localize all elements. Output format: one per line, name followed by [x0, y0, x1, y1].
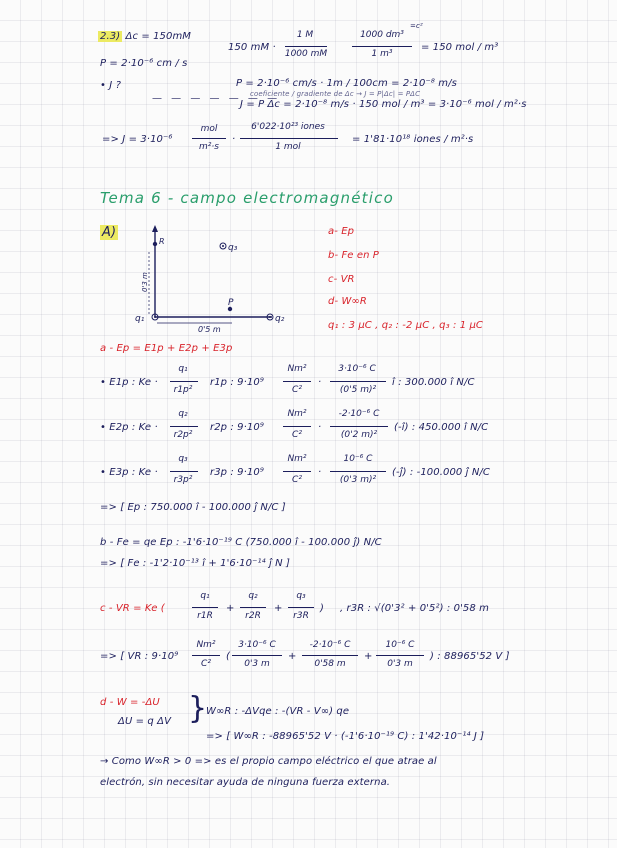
- e1-vec: r1p : 9·10⁹: [210, 377, 264, 388]
- e2-f1-den: r2p²: [173, 430, 193, 440]
- e1-f3-den: (0'5 m)²: [339, 385, 377, 395]
- charge-q2-center: [269, 316, 271, 318]
- part-c-f2-num: q₂: [248, 591, 258, 601]
- dist-vertical-label: 0'3 m: [141, 272, 149, 292]
- part-c-l2-f2-bar: [232, 655, 282, 656]
- part-b-line2: => [ Fe : -1'2·10⁻¹³ î + 1'6·10⁻¹⁴ ĵ N ]: [100, 558, 290, 569]
- e3-f3-den: (0'3 m)²: [339, 475, 377, 485]
- part-d-brace-line2: => [ W∞R : -88965'52 V · (-1'6·10⁻¹⁹ C) : 1'42·10⁻¹⁴ J ]: [206, 731, 485, 742]
- part-c-l2-f4-den: 0'3 m: [387, 659, 413, 669]
- part-c-f3-num: q₃: [296, 591, 306, 601]
- e2-f2-den: C²: [292, 430, 302, 440]
- part-c-lead: c - VR = Ke (: [100, 603, 165, 614]
- ex23-conv-start: 150 mM ·: [228, 42, 276, 53]
- ex23-p-line: P = 2·10⁻⁶ cm / s: [100, 58, 188, 69]
- e2-f1-bar: [170, 426, 198, 427]
- dist-horizontal-label: 0'5 m: [198, 325, 221, 334]
- e1-f1-num: q₁: [178, 364, 188, 374]
- ex23-conv-f1-den: 1000 mM: [284, 49, 328, 59]
- part-a-header-text: a - Ep = E1p + E2p + E3p: [100, 343, 233, 354]
- e1-result: î : 300.000 î N/C: [392, 377, 475, 388]
- charge-q3-center: [222, 245, 224, 247]
- e3-f3-num: 10⁻⁶ C: [343, 454, 373, 464]
- e1-f2-num: Nm²: [287, 364, 307, 374]
- ex23-j-f1-bar: [192, 138, 226, 139]
- ex23-p-conversion: P = 2·10⁻⁶ cm/s · 1m / 100cm = 2·10⁻⁸ m/s: [236, 78, 457, 89]
- question-c-text: VR: [340, 274, 355, 285]
- part-d-brace: }: [188, 691, 208, 726]
- ex23-j-f1-num: mol: [200, 124, 218, 134]
- part-c-l2-f1-den: C²: [201, 659, 211, 669]
- e2-vec: r2p : 9·10⁹: [210, 422, 264, 433]
- e1-f3-bar: [330, 381, 386, 382]
- part-c-f2-bar: [240, 607, 266, 608]
- e2-f3-bar: [330, 426, 388, 427]
- part-c-l2-f4-bar: [376, 655, 424, 656]
- e2-f1-num: q₂: [178, 409, 188, 419]
- question-d-text: W∞R: [341, 296, 367, 307]
- ex23-conv-f1-num: 1 M: [296, 30, 314, 40]
- e1-f1-den: r1p²: [173, 385, 193, 395]
- part-c-f3-den: r3R: [293, 611, 309, 621]
- ex23-conv-f2-den: 1 m³: [371, 49, 393, 59]
- ex23-label-line: [98, 31, 191, 42]
- e2-dot: ·: [318, 422, 322, 433]
- e1-f2-bar: [283, 381, 311, 382]
- part-d-line1: d - W = -ΔU: [100, 697, 160, 708]
- e2-f3-num: -2·10⁻⁶ C: [338, 409, 380, 419]
- e1-dot: ·: [318, 377, 322, 388]
- part-c-l2-f2-num: 3·10⁻⁶ C: [238, 640, 276, 650]
- ex23-conv-result: = 150 mol / m³: [421, 42, 499, 53]
- part-a-final: => [ Ep : 750.000 î - 100.000 ĵ N/C ]: [100, 502, 286, 513]
- part-c-l2-plus2: +: [364, 651, 373, 662]
- e3-f2-num: Nm²: [287, 454, 307, 464]
- part-c-l2-f2-den: 0'3 m: [244, 659, 270, 669]
- ex23-conv-f1-bar: [285, 46, 327, 47]
- part-d-note2: electrón, sin necesitar ayuda de ninguna fuerza externa.: [100, 777, 391, 788]
- part-c-l2-f1-num: Nm²: [196, 640, 216, 650]
- question-a-text: Ep: [341, 226, 355, 237]
- ex23-j-f2-den: 1 mol: [275, 142, 301, 152]
- e2-lead: • E2p : Ke ·: [100, 422, 158, 433]
- part-c-f1-num: q₁: [200, 591, 210, 601]
- charges-diagram: [135, 222, 285, 337]
- tema6-title: Tema 6 - campo electromagnético: [100, 189, 394, 207]
- part-c-l2-f3-num: -2·10⁻⁶ C: [309, 640, 351, 650]
- part-c-l2-open: (: [226, 651, 231, 662]
- ex23-j-note: coeficiente / gradiente de Δc → J = P|Δc| = PΔC: [250, 90, 421, 98]
- ex23-conv-f2-num: 1000 dm³: [360, 30, 404, 40]
- problem-label: [100, 225, 118, 240]
- part-c-line2-lead: => [ VR : 9·10⁹: [100, 651, 179, 662]
- part-c-close: ): [320, 603, 325, 614]
- question-b: [328, 250, 379, 261]
- ex23-j-f2-num: 6'022·10²³ iones: [251, 122, 325, 132]
- ex23-conv-exp-note: =c²: [410, 22, 423, 30]
- charge-q3-label: q₃: [228, 243, 238, 253]
- e3-f1-bar: [170, 471, 198, 472]
- part-b-line1: b - Fe = qe Ep : -1'6·10⁻¹⁹ C (750.000 î - 100.000 ĵ) N/C: [100, 537, 382, 548]
- ex23-label: 2.3): [100, 31, 121, 42]
- ex23-conv-f2-bar: [352, 46, 412, 47]
- charge-q1-center: [154, 316, 156, 318]
- ex23-j-question: • J ?: [100, 80, 122, 91]
- e3-f3-bar: [330, 471, 386, 472]
- part-c-l2-result: ) : 88965'52 V ]: [430, 651, 510, 662]
- part-c-l2-f3-bar: [302, 655, 358, 656]
- part-a-header: [100, 343, 232, 354]
- part-c-r3r: , r3R : √(0'3² + 0'5²) : 0'58 m: [340, 603, 489, 614]
- e1-f3-num: 3·10⁻⁶ C: [338, 364, 376, 374]
- part-c-plus1: +: [226, 603, 235, 614]
- e1-lead: • E1p : Ke ·: [100, 377, 158, 388]
- ex23-dc: Δc = 150mM: [125, 31, 192, 42]
- e2-result: (-î) : 450.000 î N/C: [394, 422, 489, 433]
- e3-f2-den: C²: [292, 475, 302, 485]
- e2-f3-den: (0'2 m)²: [340, 430, 378, 440]
- question-c-key: c-: [328, 274, 338, 285]
- part-c-f1-bar: [192, 607, 218, 608]
- point-p-label: P: [228, 298, 234, 308]
- e3-f2-bar: [283, 471, 311, 472]
- part-c-l2-f3-den: 0'58 m: [314, 659, 346, 669]
- e2-f2-num: Nm²: [287, 409, 307, 419]
- e1-f1-bar: [170, 381, 198, 382]
- part-d-brace-line1: W∞R : -ΔVqe : -(VR - V∞) qe: [206, 706, 350, 717]
- question-c: [328, 274, 355, 285]
- question-a: [328, 226, 354, 237]
- e2-f2-bar: [283, 426, 311, 427]
- charge-q1-label: q₁: [135, 314, 145, 324]
- part-c-l2-f4-num: 10⁻⁶ C: [385, 640, 415, 650]
- e3-lead: • E3p : Ke ·: [100, 467, 158, 478]
- question-d-key: d-: [328, 296, 339, 307]
- problem-label-text: A): [102, 225, 117, 240]
- question-b-text: Fe en P: [341, 250, 379, 261]
- ex23-j-result: = 1'81·10¹⁸ iones / m²·s: [352, 134, 474, 145]
- part-c-plus2: +: [274, 603, 283, 614]
- question-b-key: b-: [328, 250, 339, 261]
- charges-values: q₁ : 3 μC , q₂ : -2 μC , q₃ : 1 μC: [328, 320, 483, 331]
- charge-q2-label: q₂: [275, 314, 285, 324]
- ex23-j-equation: J = P Δc = 2·10⁻⁸ m/s · 150 mol / m³ = 3·10⁻⁶ mol / m²·s: [240, 99, 527, 110]
- ex23-j-f2-bar: [240, 138, 338, 139]
- part-c-f3-bar: [288, 607, 314, 608]
- e3-result: (-ĵ) : -100.000 ĵ N/C: [392, 467, 490, 478]
- ex23-j-dot: ·: [232, 134, 236, 145]
- point-r-marker: [153, 242, 157, 246]
- part-d-note1: → Como W∞R > 0 => es el propio campo eléctrico el que atrae al: [100, 756, 437, 767]
- part-c-f1-den: r1R: [197, 611, 213, 621]
- part-d-line2: ΔU = q ΔV: [118, 716, 172, 727]
- e1-f2-den: C²: [292, 385, 302, 395]
- e3-f1-den: r3p²: [173, 475, 193, 485]
- question-a-key: a-: [328, 226, 338, 237]
- question-d: [328, 296, 367, 307]
- ex23-j-arrow: => J = 3·10⁻⁶: [102, 134, 173, 145]
- ex23-j-f1-den: m²·s: [199, 142, 219, 152]
- part-c-l2-f1-bar: [192, 655, 220, 656]
- point-r-label: R: [159, 237, 165, 246]
- diagram-axis-y-arrow: [152, 225, 158, 232]
- part-c-f2-den: r2R: [245, 611, 261, 621]
- part-c-l2-plus1: +: [288, 651, 297, 662]
- e3-f1-num: q₃: [178, 454, 188, 464]
- e3-dot: ·: [318, 467, 322, 478]
- e3-vec: r3p : 9·10⁹: [210, 467, 264, 478]
- ex23-dashes: — — — — — — —: [152, 93, 281, 104]
